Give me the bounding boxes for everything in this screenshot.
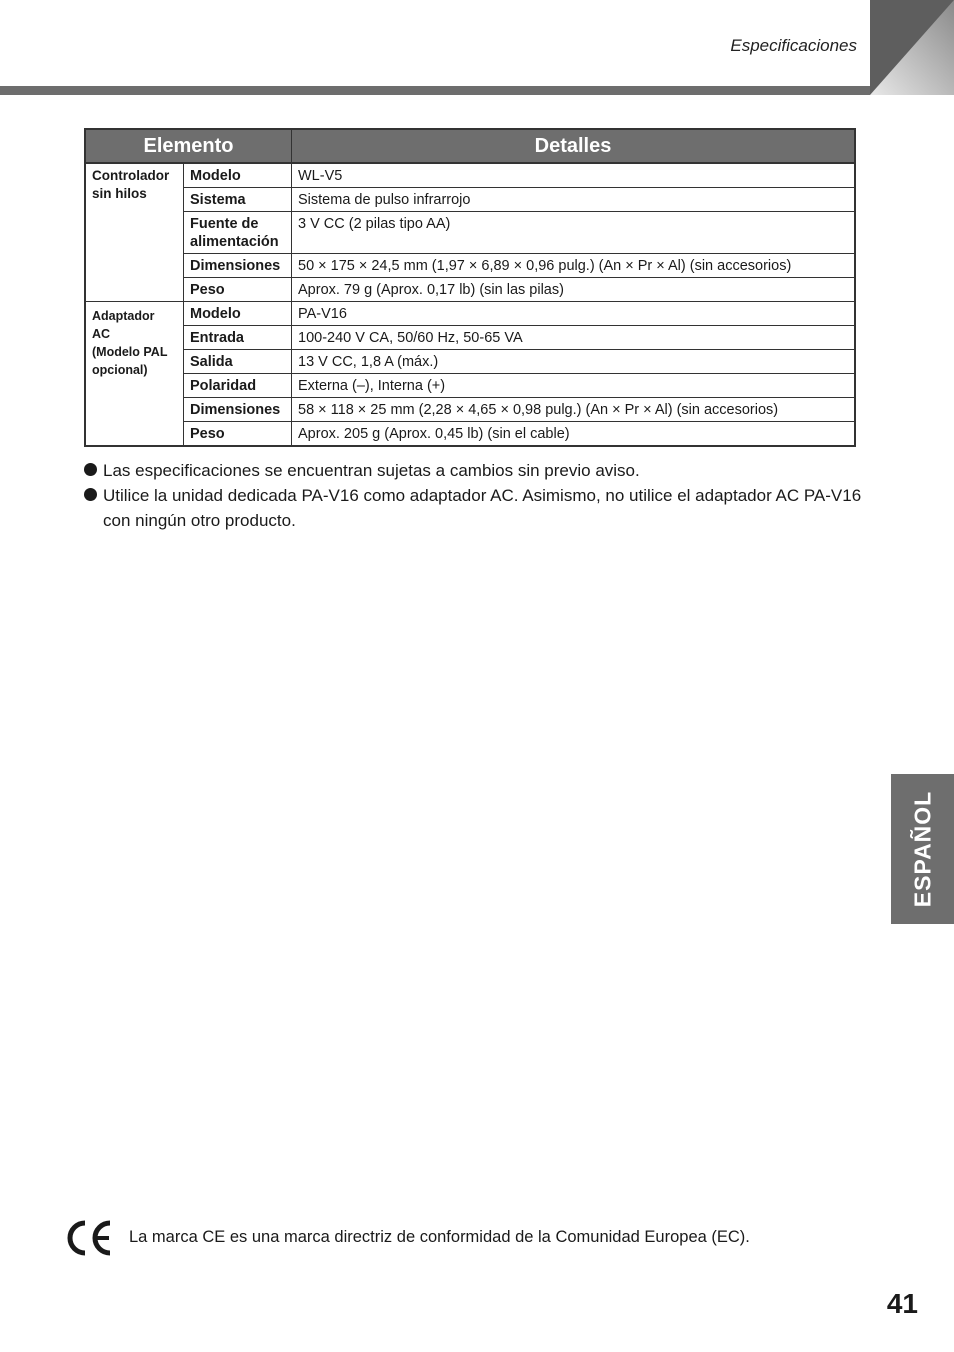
row-value: 13 V CC, 1,8 A (máx.) [292,350,856,374]
ce-mark-icon [64,1219,114,1257]
row-key: Dimensiones [184,254,292,278]
column-header-elemento: Elemento [85,129,292,163]
row-value: 50 × 175 × 24,5 mm (1,97 × 6,89 × 0,96 pulg.) (An × Pr × Al) (sin accesorios) [292,254,856,278]
language-tab [891,774,954,924]
table-row [85,374,855,398]
group-name-line: Adaptador [92,309,155,323]
group-name-line: Controlador [92,168,170,183]
page-number: 41 [886,1288,918,1319]
row-key: Sistema [184,188,292,212]
row-value: Aprox. 205 g (Aprox. 0,45 lb) (sin el cable) [292,422,856,447]
row-key: Polaridad [184,374,292,398]
row-value: PA-V16 [292,302,856,326]
row-key: Peso [184,278,292,302]
row-value: Sistema de pulso infrarrojo [292,188,856,212]
table-row [85,302,855,326]
table-row [85,188,855,212]
list-item [84,458,874,483]
language-label: ESPAÑOL [909,790,935,908]
table-row [85,163,855,188]
list-item [84,483,874,533]
table-row [85,350,855,374]
row-value: Aprox. 79 g (Aprox. 0,17 lb) (sin las pilas) [292,278,856,302]
bullet-icon [84,463,97,476]
row-key: Modelo [184,302,292,326]
table-row [85,254,855,278]
table-row [85,212,855,254]
group-name-line: (Modelo PAL [92,345,168,359]
table-row [85,398,855,422]
table-row [85,326,855,350]
table-row [85,422,855,447]
column-header-detalles: Detalles [292,129,856,163]
row-key: Entrada [184,326,292,350]
note-text: Las especificaciones se encuentran sujetas a cambios sin previo aviso. [103,461,640,480]
ce-note: La marca CE es una marca directriz de conformidad de la Comunidad Europea (EC). [129,1228,750,1246]
row-value: Externa (–), Interna (+) [292,374,856,398]
bullet-icon [84,488,97,501]
group-cell-controller [85,163,184,302]
corner-gradient-icon [870,0,954,95]
row-value: 100-240 V CA, 50/60 Hz, 50-65 VA [292,326,856,350]
notes-list [84,458,874,533]
header-rule [0,86,874,95]
spec-table [84,128,856,447]
row-key: Salida [184,350,292,374]
table-row [85,278,855,302]
group-name-line: AC [92,327,111,341]
group-name-line: opcional) [92,363,148,377]
group-name-line: sin hilos [92,186,147,201]
row-key: Fuente de alimentación [184,212,292,254]
row-value: 3 V CC (2 pilas tipo AA) [292,212,856,254]
row-key: Modelo [184,163,292,188]
group-cell-adapter [85,302,184,447]
row-key: Dimensiones [184,398,292,422]
row-value: WL-V5 [292,163,856,188]
table-header-row [85,129,855,163]
section-title: Especificaciones [730,36,857,55]
row-key: Peso [184,422,292,447]
note-text: Utilice la unidad dedicada PA-V16 como adaptador AC. Asimismo, no utilice el adaptador AC PA-V16 con ningún otro producto. [103,486,862,530]
row-value: 58 × 118 × 25 mm (2,28 × 4,65 × 0,98 pulg.) (An × Pr × Al) (sin accesorios) [292,398,856,422]
